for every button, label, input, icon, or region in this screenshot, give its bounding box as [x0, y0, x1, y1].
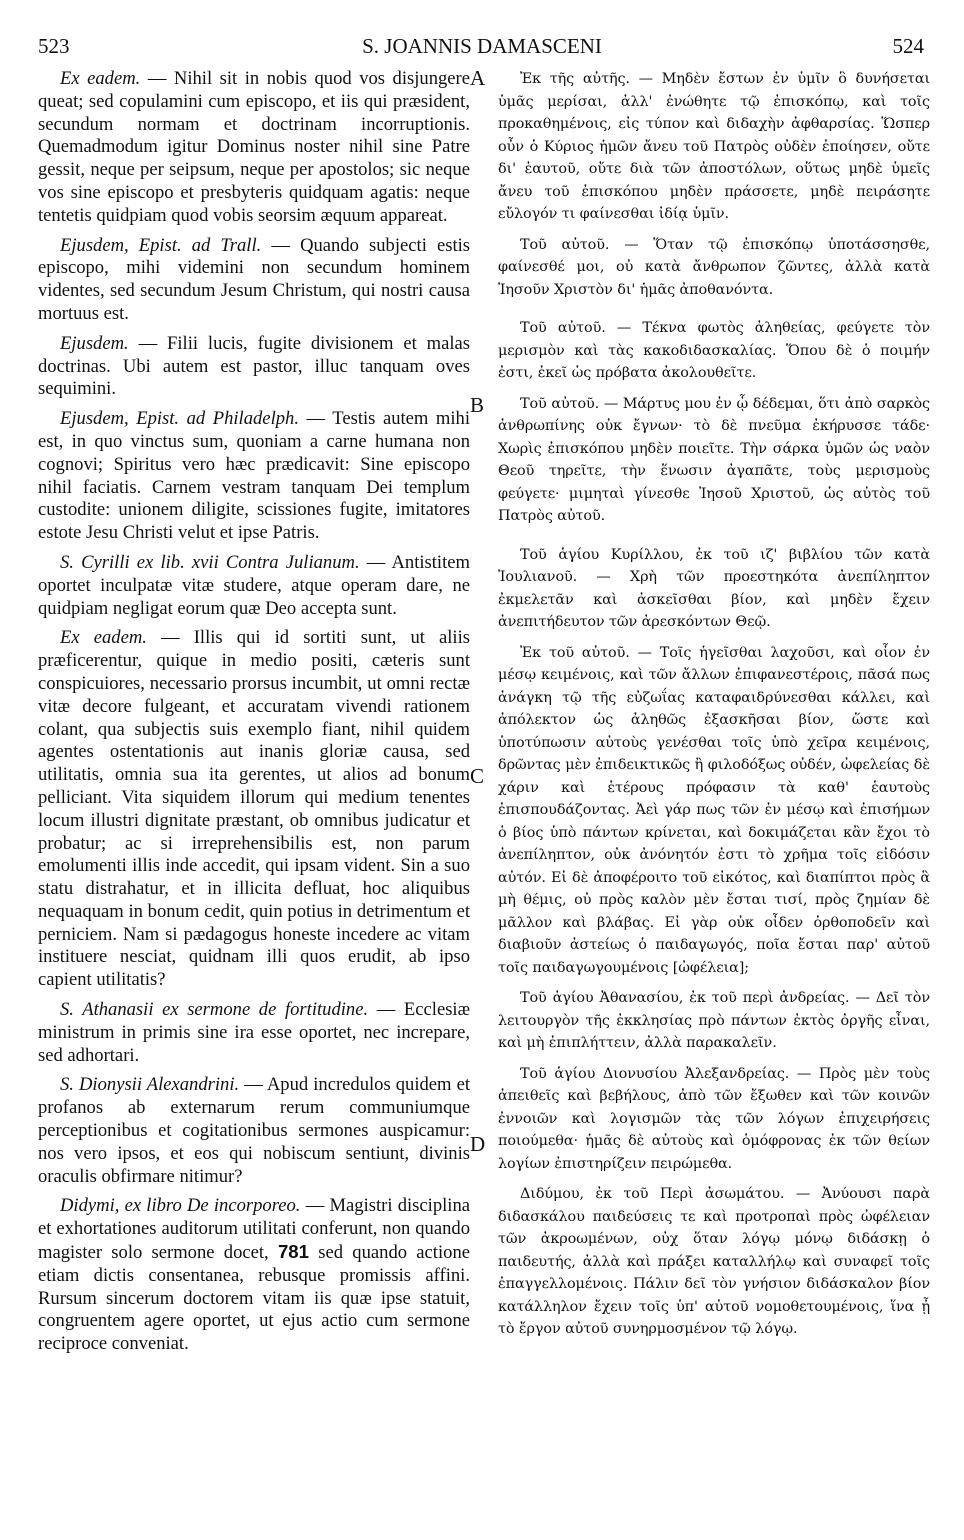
section-marker-a: A: [470, 66, 486, 90]
latin-paragraph: [38, 68, 470, 228]
paragraph-text: — Τέκνα φωτὸς ἀληθείας, φεύγετε τὸν μερισμὸν καὶ τὰς κακοδιδασκαλίας. Ὅπου δὲ ὁ ποιμήν ἐστι, ἐκεῖ ὡς πρόβατα ἀκολουθεῖτε.: [498, 320, 930, 381]
paragraph-text: — Ecclesiæ ministrum in primis sine ira esse oportet, nec increpare, sed adhortari.: [38, 999, 470, 1066]
greek-paragraph: [498, 642, 930, 980]
paragraph-text: — Χρὴ τῶν προεστηκότα ἀνεπίληπτον ἐκμελετᾶν καὶ ἀσκεῖσθαι βίον, καὶ μηδὲν ἔχειν ἀνεπιτήδευτον τῶν ἀρεσκόντων Θεῷ.: [498, 569, 930, 630]
latin-paragraph: [38, 333, 470, 401]
latin-paragraph: [38, 552, 470, 620]
source-citation: Ex eadem.: [60, 627, 147, 649]
greek-paragraph: [498, 393, 930, 528]
paragraph-text: — Ὅταν τῷ ἐπισκόπῳ ὑποτάσσησθε, φαίνεσθέ μοι, οὐ κατὰ ἄνθρωπον ζῶντες, ἀλλὰ κατὰ Ἰησοῦν Χριστὸν δι' ἡμᾶς ἀποθανόντα.: [498, 236, 930, 298]
paragraph-text-continued: sed quando actione etiam dictis consentanea, rebusque promissis affini. Rursum sincerum doctorem vitam iis quæ ipse statuit, congruentem agere oportet, ut ejus actio cum sermone reciproce conveniat.: [38, 1242, 470, 1355]
greek-paragraph: [498, 987, 930, 1055]
paragraph-text: — Τοῖς ἡγεῖσθαι λαχοῦσι, καὶ οἷον ἐν μέσῳ κειμένοις, καὶ τῶν ἄλλων ἐπιφανεστέροις, πᾶσά πως ἀνάγκη τῷ τῆς εὐζωΐας καταφαιδρύνεσθαι κάλλει, καὶ ἀπόλεκτον ὡς ἀληθῶς ἐξασκῆσαι βίον, ὥστε καὶ ὑποτύπωσιν αὐτοὺς γενέσθαι τοῖς ὑπὸ χεῖρα κειμένοις, δρῶντας μὲν ἐπιδεικτικῶς ἢ φιλοδόξως οὐδέν, ὠφελείας δὲ χάριν καὶ ἑτέρους πρόφασιν τὰ καθ' ἑαυτοὺς ἐπισπουδάζοντας. Ἀεὶ γάρ πως τῶν ἐν μέσῳ καὶ ἐπισήμων ὁ βίος ὑπὸ πάντων κρίνεται, καὶ δοκιμάζεται κἂν ἔχοι τὸ ἀνεπίληπτον, οὐκ ἀνόνητόν ἐστι τὸ χρῆμα τοῖς εἰδόσιν αὐτόν. Εἰ δὲ ἀποφέροιτο τοῦ εἰκότος, καὶ διαπίπτοι πρὸς ἃ μὴ θέμις, οὐ πρὸς καλὸν μὲν ἔσται τισί, πρὸς ζημίαν δὲ μᾶλλον καὶ βλάβας. Εἰ γὰρ οὐκ οἶδεν ὀρθοποδεῖν καὶ διαβιοῦν ἀστείως ὁ παιδαγωγός, ποῖα ἔσται παρ' αὐτοῦ τοῖς παιδαγωγουμένοις [ὠφέλεια];: [498, 644, 930, 976]
latin-paragraph: [38, 999, 470, 1067]
latin-paragraph: [38, 1195, 470, 1356]
paragraph-text: — Μάρτυς μου ἐν ᾧ δέδεμαι, ὅτι ἀπὸ σαρκὸς ἀνθρωπίνης οὐκ ἔγνων· τὸ δὲ πνεῦμα ἐκήρυσσε τάδε· Χωρὶς ἐπισκόπου μηδὲν ποιεῖτε. Τὴν σάρκα ὑμῶν ὡς ναὸν Θεοῦ τηρεῖτε, τὴν ἕνωσιν ἀγαπᾶτε, τοὺς μερισμοὺς φεύγετε· μιμηταὶ γίνεσθε Ἰησοῦ Χριστοῦ, ὡς αὐτὸς τοῦ Πατρὸς αὐτοῦ.: [498, 395, 931, 524]
greek-paragraph: [498, 1183, 930, 1341]
margin-column-number: 781: [277, 1241, 309, 1263]
paragraph-text: — Ἀνύουσι παρὰ διδασκάλου παιδεύσεις τε καὶ προτροπαὶ πρὸς ὠφέλειαν τῶν ἀκροωμένων, οὐχ ὅταν λόγῳ μόνῳ διδάσκῃ ὁ παιδευτής, ἀλλὰ καὶ πράξει καταλλήλῳ καὶ συναφεῖ τοῖς ἐπαγγελλομένοις. Πάλιν δεῖ τὸν γνήσιον διδάσκαλον βίον κατάλληλον ἔχειν τοῖς ὑπ' αὐτοῦ νομοθετουμένοις, ἵνα ᾖ τὸ ἔργον αὐτοῦ συνηρμοσμένον τῷ λόγῳ.: [498, 1186, 930, 1337]
source-citation: Ἐκ τοῦ αὐτοῦ.: [520, 644, 630, 661]
source-citation: Τοῦ ἁγίου Διονυσίου Ἀλεξανδρείας.: [520, 1065, 790, 1082]
source-citation: S. Cyrilli ex lib. xvii Contra Julianum.: [60, 551, 360, 573]
latin-column: [38, 68, 470, 1363]
source-citation: Ejusdem.: [60, 332, 129, 354]
paragraph-text: — Apud incredulos quidem et profanos ab externarum rerum communiumque perceptionibus et cogitationibus sermones auspicamur: nos vero ipsos, et eos qui nobiscum sentiunt, divinis oraculis obfirmare nitimur?: [38, 1074, 470, 1187]
source-citation: Τοῦ αὐτοῦ.: [520, 320, 606, 336]
latin-paragraph: [38, 627, 470, 992]
greek-paragraph: [498, 1063, 930, 1176]
source-citation: Ejusdem, Epist. ad Trall.: [60, 234, 262, 256]
source-citation: S. Athanasii ex sermone de fortitudine.: [60, 999, 369, 1021]
paragraph-text: — Antistitem oportet inculpatæ vitæ studere, atque operam dare, ne quidpiam negligat eorum quæ Deo accepta sunt.: [38, 551, 470, 619]
running-title: S. JOANNIS DAMASCENI: [362, 34, 602, 58]
source-citation: Τοῦ αὐτοῦ.: [520, 395, 600, 412]
page-header: [0, 34, 964, 64]
source-citation: Τοῦ ἁγίου Ἀθανασίου, ἐκ τοῦ περὶ ἀνδρείας.: [520, 990, 850, 1006]
source-citation: Didymi, ex libro De incorporeo.: [60, 1195, 301, 1217]
section-marker-c: C: [470, 764, 485, 788]
latin-paragraph: [38, 1074, 470, 1188]
page-number-right: 524: [892, 34, 924, 58]
source-citation: Ejusdem, Epist. ad Philadelph.: [60, 408, 299, 430]
greek-paragraph: [498, 317, 930, 385]
source-citation: Τοῦ αὐτοῦ.: [520, 236, 610, 253]
paragraph-text: — Nihil sit in nobis quod vos disjungere queat; sed copulamini cum episcopo, et iis qui præsident, secundum normam et doctrinam incorruptionis. Quemadmodum igitur Dominus noster nihil sine Patre gessit, neque per seipsum, neque per apostolos; sic neque vos sine episcopo et presbyteris quidquam agatis: neque tentetis quidpiam quod vobis seorsim æquum appareat.: [38, 68, 470, 226]
latin-paragraph: [38, 235, 470, 326]
page-number-left: 523: [38, 34, 70, 58]
paragraph-text: — Testis autem mihi est, in quo vinctus sum, quoniam a carne humana non cognovi; Spiritus vero hæc prædicavit: Sine episcopo nihil faciatis. Carnem vestram tanquam Dei templum custodite: unionem diligite, scissiones fugite, imitatores estote Jesu Christi velut et ipse Patris.: [38, 408, 470, 544]
source-citation: S. Dionysii Alexandrini.: [60, 1074, 240, 1096]
source-citation: Τοῦ ἁγίου Κυρίλλου, ἐκ τοῦ ιζ' βιβλίου τῶν κατὰ Ἰουλιανοῦ.: [498, 546, 930, 585]
greek-paragraph: [498, 234, 930, 302]
greek-paragraph: [498, 544, 930, 634]
latin-paragraph: [38, 408, 470, 545]
source-citation: Διδύμου, ἐκ τοῦ Περὶ ἀσωμάτου.: [520, 1186, 785, 1202]
paragraph-text: — Illis qui id sortiti sunt, ut aliis præficerentur, quique in medio positi, cæteris sunt conspicuiores, necessario prorsus incumbit, ut omni rectæ vitæ decore fulgeant, et accuratam vivendi rationem colant, qua subjectis suis exemplo fiant, nihil quidem agentes ostentationis aut inanis gloriæ causa, sed utilitatis, omnia sua ita gerentes, ut alios ad bonum pelliciant. Vita siquidem illorum qui medium tenentes locum illustri dignitate præstant, ob omnibus judicatur et probatur; ac si irreprehensibilis est, non parum emolumenti illis inde accedit, qui ipsam vident. Sin a suo statu distrahatur, et in illicita defluat, hoc aliquibus nequaquam in bonum cedit, quin potius in detrimentum et perniciem. Nam si pædagogus honeste incedere ac vitam instituere nesciat, quidnam illi quos erudit, ab ipso capient utilitatis?: [38, 627, 470, 991]
greek-paragraph: [498, 68, 930, 226]
paragraph-text: — Δεῖ τὸν λειτουργὸν τῆς ἐκκλησίας πρὸ πάντων ἐκτὸς ὀργῆς εἶναι, καὶ μὴ ἐπιπλήττειν, ἀλλὰ παρακαλεῖν.: [498, 990, 930, 1051]
paragraph-text: — Magistri disciplina et exhortationes auditorum utilitati conferunt, non quando magister solo sermone docet,: [38, 1195, 470, 1264]
paragraph-text: — Filii lucis, fugite divisionem et malas doctrinas. Ubi autem est pastor, illuc tanquam oves sequimini.: [38, 332, 470, 400]
source-citation: Ἐκ τῆς αὐτῆς.: [520, 71, 630, 87]
paragraph-text: — Μηδὲν ἔστων ἐν ὑμῖν ὃ δυνήσεται ὑμᾶς μερίσαι, ἀλλ' ἐνώθητε τῷ ἐπισκόπῳ, καὶ τοῖς προκαθημένοις, εἰς τύπον καὶ διδαχὴν ἀφθαρσίας. Ὥσπερ οὖν ὁ Κύριος ἡμῶν ἄνευ τοῦ Πατρὸς οὐδὲν ἐποίησεν, οὔτε δι' ἑαυτοῦ, οὔτε διὰ τῶν ἀποστόλων, οὕτως μηδὲ ὑμεῖς ἄνευ τοῦ ἐπισκόπου μηδὲν πράσσετε, μηδὲ πειράσητε εὔλογόν τι φαίνεσθαι ἰδίᾳ ὑμῖν.: [498, 71, 930, 222]
section-marker-d: D: [470, 1132, 486, 1156]
section-marker-b: B: [470, 393, 485, 417]
paragraph-text: — Quando subjecti estis episcopo, mihi videmini non secundum hominem videntes, sed secundum Jesum Christum, qui nostri causa mortuus est.: [38, 234, 471, 324]
paragraph-text: — Πρὸς μὲν τοὺς ἀπειθεῖς καὶ βεβήλους, ἀπὸ τῶν ἔξωθεν καὶ τῶν κοινῶν ἐννοιῶν καὶ λογισμῶν τὰς τῶν λόγων ἐπιχειρήσεις ποιούμεθα· ἡμᾶς δὲ αὐτοὺς καὶ ὁμόφρονας ἐκ τῶν θείων λογίων ἐπιστηρίζειν πειρώμεθα.: [498, 1065, 930, 1172]
greek-column: [498, 68, 930, 1349]
source-citation: Ex eadem.: [60, 68, 141, 89]
